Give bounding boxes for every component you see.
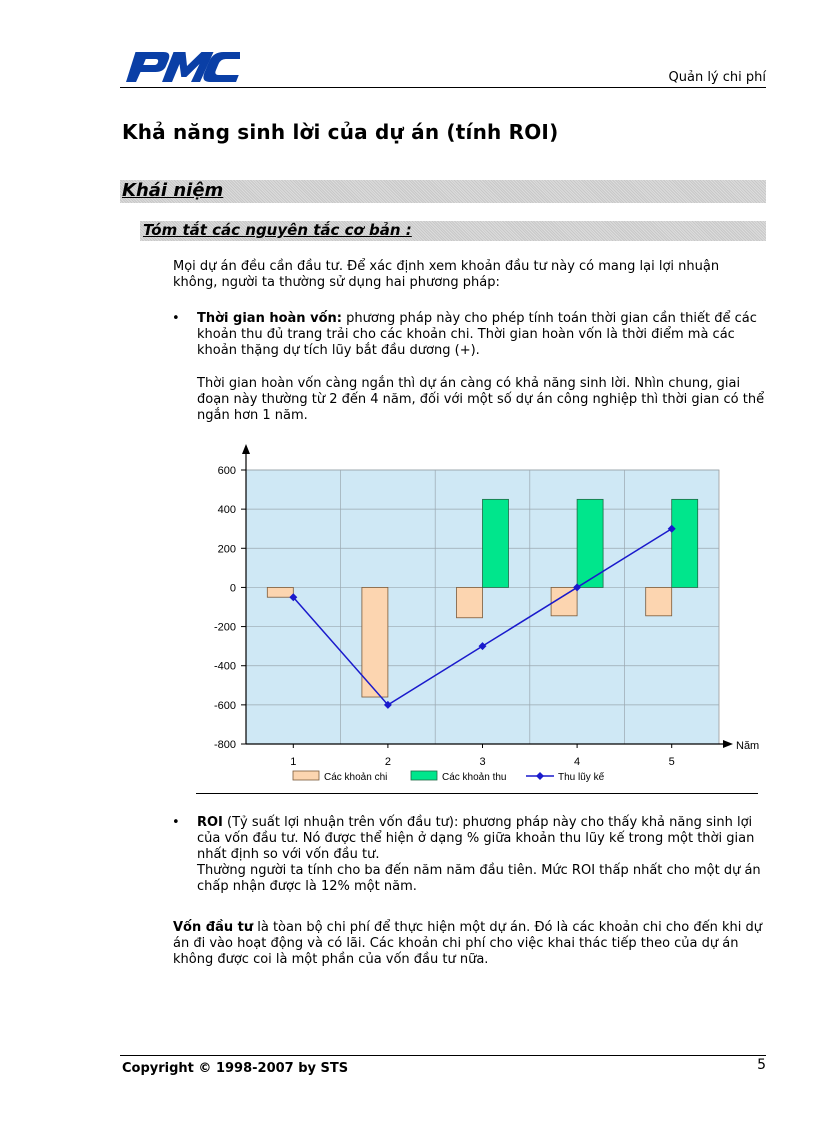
subsection-heading: Tóm tắt các nguyên tắc cơ bản :	[143, 221, 412, 239]
header-divider	[120, 87, 766, 88]
header-doc-title: Quản lý chi phí	[668, 70, 766, 85]
x-tick-label: 2	[384, 756, 391, 768]
investment-text: là tòan bộ chi phí để thực hiện một dự án. Đó là các khoản chi cho đến khi dự án đi vào hoạt động và có lãi. Các khoản chi phí cho việc khai thác tiếp theo của dự án không được coi là một phần của vốn đầu tư nữa.	[173, 920, 762, 967]
y-tick-label: -600	[213, 699, 236, 712]
footer-copyright: Copyright © 1998-2007 by STS	[122, 1061, 349, 1076]
x-axis-label: Năm	[736, 740, 760, 752]
x-tick-label: 5	[668, 756, 675, 768]
bar-cac-khoan-chi	[267, 587, 293, 597]
x-tick-label: 1	[290, 756, 297, 768]
legend-label-thu: Các khoản thu	[442, 772, 507, 783]
legend-marker-luyke	[536, 772, 544, 780]
payback-term: Thời gian hoàn vốn:	[197, 311, 342, 326]
roi-paragraph	[197, 815, 765, 863]
legend-label-luyke: Thu lũy kế	[558, 772, 605, 783]
roi-term: ROI	[197, 815, 223, 830]
investment-paragraph	[173, 920, 763, 968]
bullet-marker: •	[172, 815, 180, 830]
pmc-logo	[124, 50, 240, 84]
investment-term: Vốn đầu tư	[173, 920, 254, 935]
bullet-marker: •	[172, 311, 180, 326]
chart-bottom-rule	[196, 793, 758, 794]
roi-text: (Tỷ suất lợi nhuận trên vốn đầu tư): phương pháp này cho thấy khả năng sinh lợi của vốn đầu tư. Nó được thể hiện ở dạng % giữa khoản thu lũy kế trong một thời gian nhất định so với vốn đầu tư.	[197, 815, 755, 862]
y-tick-label: 200	[217, 543, 236, 556]
intro-paragraph: Mọi dự án đều cần đầu tư. Để xác định xem khoản đầu tư này có mang lại lợi nhuận không, người ta thường sử dụng hai phương pháp:	[173, 259, 720, 290]
x-axis-arrow	[723, 740, 733, 748]
bar-cac-khoan-thu	[672, 499, 698, 587]
y-tick-label: 0	[229, 582, 236, 595]
page-number: 5	[757, 1057, 766, 1073]
payback-chart	[196, 440, 766, 800]
legend-swatch-thu	[411, 771, 437, 780]
payback-text: phương pháp này cho phép tính toán thời gian cần thiết để các khoản thu đủ trang trải cho các khoản chi. Thời gian hoàn vốn là thời điểm mà các khoản thặng dự tích lũy bắt đầu dương (+).	[197, 311, 757, 358]
y-tick-label: 400	[217, 504, 236, 517]
section-heading: Khái niệm	[122, 180, 224, 201]
y-tick-label: -800	[213, 739, 236, 751]
legend-swatch-chi	[293, 771, 319, 780]
y-tick-label: -200	[213, 621, 236, 634]
footer-divider	[120, 1055, 766, 1056]
page-title: Khả năng sinh lời của dự án (tính ROI)	[122, 120, 559, 144]
x-tick-label: 3	[479, 756, 486, 768]
x-tick-label: 4	[574, 756, 581, 768]
legend-label-chi: Các khoản chi	[324, 772, 388, 783]
bar-cac-khoan-chi	[646, 587, 672, 615]
roi-paragraph-2: Thường người ta tính cho ba đến năm năm đầu tiên. Mức ROI thấp nhất cho một dự án chấp nhận được là 12% một năm.	[197, 863, 761, 894]
payback-paragraph	[197, 311, 765, 359]
y-axis-arrow	[242, 444, 250, 454]
y-tick-label: 600	[217, 465, 236, 477]
bar-cac-khoan-thu	[483, 499, 509, 587]
y-tick-label: -400	[213, 660, 236, 673]
bar-cac-khoan-chi	[457, 587, 483, 617]
payback-paragraph-2: Thời gian hoàn vốn càng ngắn thì dự án càng có khả năng sinh lời. Nhìn chung, giai đoạn này thường từ 2 đến 4 năm, đối với một số dự án công nghiệp thì thời gian có thể ngắn hơn 1 năm.	[197, 376, 765, 423]
